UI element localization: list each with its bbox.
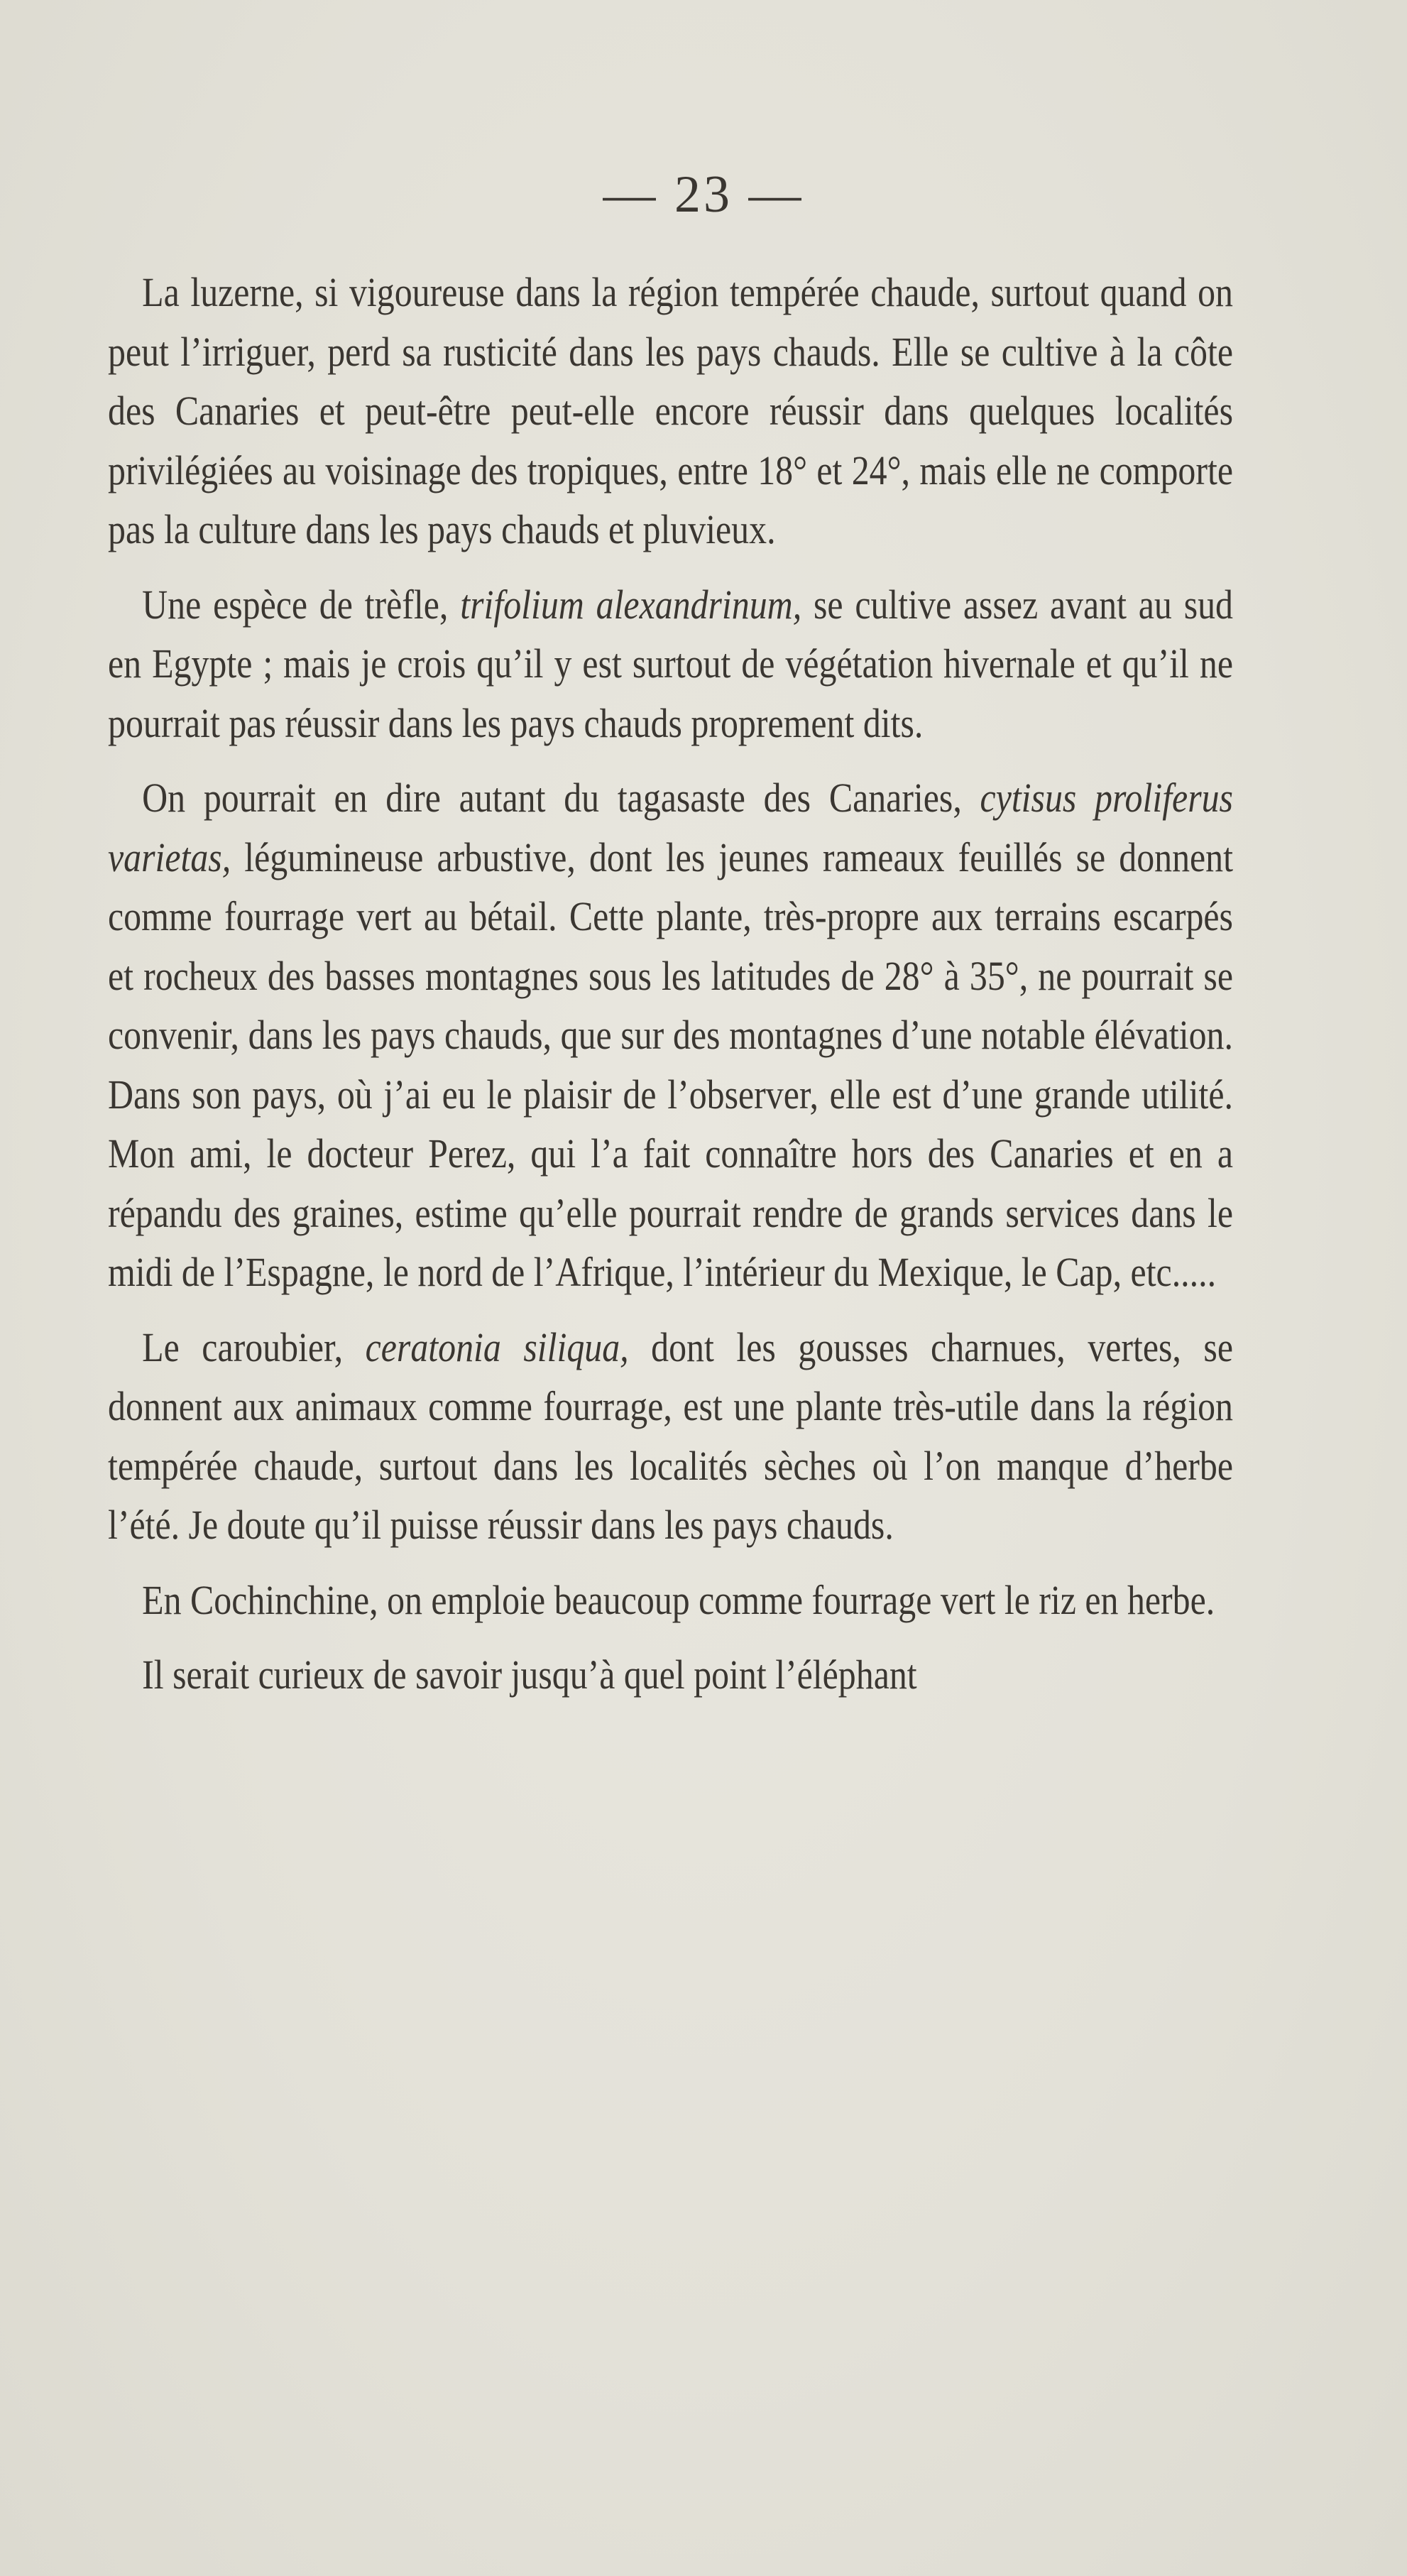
paragraph-text: se cultive assez avant au sud en Egypte ; mais je crois qu’il y est surtout de végétation hivernale et qu’il ne pourrait pas réussir dans les pays chauds proprement dits.	[108, 581, 1233, 746]
paragraph-text: Il serait curieux de savoir jusqu’à quel point l’éléphant	[142, 1652, 917, 1698]
paragraph-text: légumineuse arbustive, dont les jeunes rameaux feuillés se donnent comme fourrage vert au bétail. Cette plante, très-propre aux terrains escarpés et rocheux des basses montagnes sous les latitudes de 28° à 35°, ne pourrait se convenir, dans les pays chauds, que sur des montagnes d’une notable élévation. Dans son pays, où j’ai eu le plaisir de l’observer, elle est d’une grande utilité. Mon ami, le docteur Perez, qui l’a fait connaître hors des Canaries et en a répandu des graines, estime qu’elle pourrait rendre de grands services dans le midi de l’Espagne, le nord de l’Afrique, l’intérieur du Mexique, le Cap, etc.....	[108, 834, 1233, 1295]
paragraph-text: En Cochinchine, on emploie beaucoup comme fourrage vert le riz en herbe.	[142, 1576, 1215, 1623]
paragraph-text: Une espèce de trèfle,	[142, 581, 461, 628]
paragraph-tagasaste	[108, 768, 1233, 1302]
paragraph-text: dont les gousses charnues, vertes, se donnent aux animaux comme fourrage, est une plante très-utile dans la région tempérée chaude, surtout dans les localités sèches où l’on manque d’herbe l’été. Je doute qu’il puisse réussir dans les pays chauds.	[108, 1324, 1233, 1548]
paragraph-trefle	[108, 575, 1233, 753]
paragraph-cochinchine	[108, 1571, 1233, 1630]
species-name-cytisus: cytisus proliferus varietas,	[108, 775, 1233, 880]
paragraph-luzerne	[108, 263, 1233, 560]
body-text	[108, 263, 1233, 1720]
paragraph-caroubier	[108, 1318, 1233, 1555]
paragraph-text: On pourrait en dire autant du tagasaste des Canaries,	[142, 775, 980, 821]
paragraph-text: La luzerne, si vigoureuse dans la région tempérée chaude, surtout quand on peut l’irriguer, perd sa rusticité dans les pays chauds. Elle se cultive à la côte des Canaries et peut-être peut-elle encore réussir dans quelques localités privilégiées au voisinage des tropiques, entre 18° et 24°, mais elle ne comporte pas la culture dans les pays chauds et pluvieux.	[108, 269, 1233, 552]
species-name-trifolium: trifolium alexandrinum,	[460, 581, 802, 628]
paragraph-text: Le caroubier,	[142, 1324, 366, 1370]
species-name-ceratonia: ceratonia siliqua,	[365, 1324, 629, 1370]
page-number: — 23 —	[603, 165, 804, 224]
paragraph-elephant	[108, 1645, 1233, 1705]
